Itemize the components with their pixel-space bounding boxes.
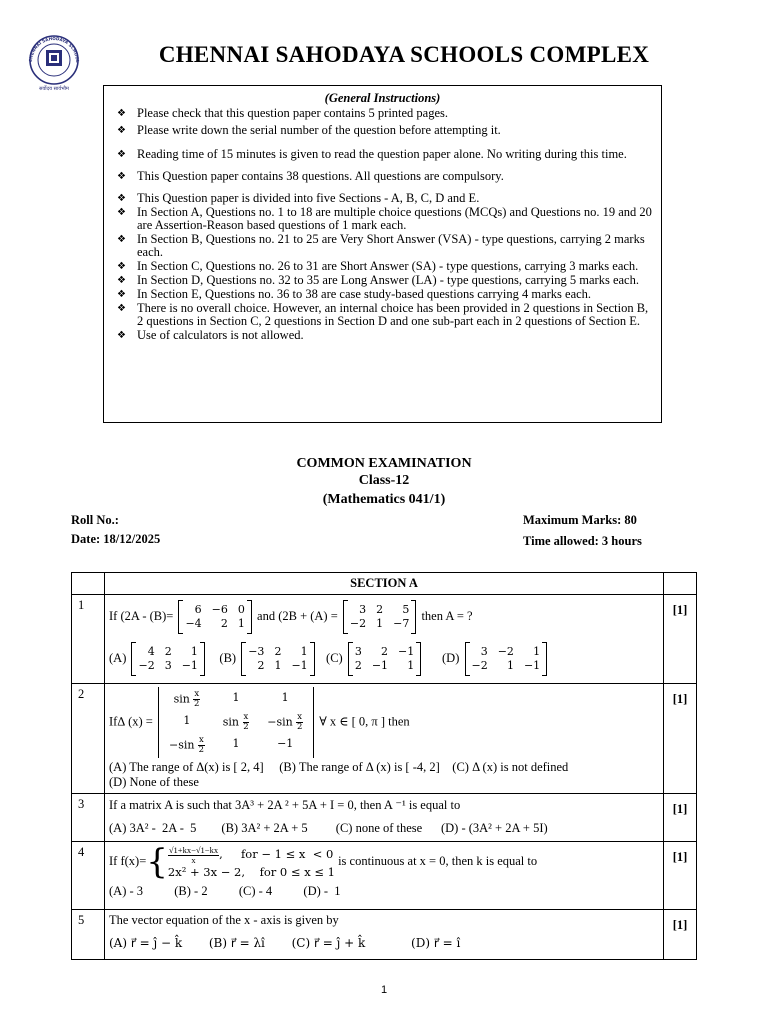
q1-option-d-matrix: 3 −2 1 −2 1 −1 [465, 642, 548, 676]
question-number: 2 [72, 684, 105, 794]
question-marks: [1] [664, 684, 697, 794]
exam-subject: (Mathematics 041/1) [322, 492, 446, 507]
page-number: 1 [380, 984, 388, 996]
question-marks: [1] [664, 794, 697, 842]
instructions-title: (General Instructions) [324, 91, 441, 105]
logo-motto: सर्वोदय सार्वभौम [39, 86, 69, 92]
question-body [105, 910, 664, 960]
list-item: ❖ Please write down the serial number of the question before attempting it. [137, 124, 653, 137]
list-item: ❖ In Section D, Questions no. 32 to 35 are Long Answer (LA) - type questions, carrying 5 marks each. [137, 274, 653, 287]
q1-option-d-label: (D) [442, 650, 460, 665]
list-item: ❖ This Question paper is divided into five Sections - A, B, C, D and E. [137, 192, 653, 205]
q2-options-cont: (D) None of these [109, 775, 199, 789]
q1-option-b-label: (B) [219, 650, 237, 665]
list-item: ❖ This Question paper contains 38 questions. All questions are compulsory. [137, 170, 653, 183]
q2-lead: If∆ (x) = [109, 714, 153, 729]
q2-determinant: sin $\frac{x}{2}$ 1 1 1 sin $\frac{x}{2}$ −sin $\frac{x}{2}$ −sin $\frac{x}{2}$ 1 −1 [158, 687, 314, 758]
table-row [72, 573, 697, 595]
question-body [105, 794, 664, 842]
question-marks: [1] [664, 910, 697, 960]
list-item: ❖ In Section E, Questions no. 36 to 38 are case study-based questions carrying 4 marks each. [137, 288, 653, 301]
list-item: ❖ Please check that this question paper contains 5 printed pages. [137, 107, 653, 120]
section-heading: SECTION A [105, 573, 664, 595]
q1-matrix-1: 6 −6 0 −4 2 1 [178, 600, 251, 634]
question-row-2 [72, 684, 697, 794]
question-row-4 [72, 842, 697, 910]
q3-text: If a matrix A is such that 3A³ + 2A ² + 5A + I = 0, then A ⁻¹ is equal to [109, 798, 461, 812]
list-item: ❖ In Section C, Questions no. 26 to 31 are Short Answer (SA) - type questions, carrying 3 marks each. [137, 260, 653, 273]
question-number: 1 [72, 595, 105, 684]
time-allowed: Time allowed: 3 hours [523, 534, 642, 548]
question-number: 3 [72, 794, 105, 842]
q5-options: (A) r⃗ = ĵ − k̂ (B) r⃗ = λî (C) r⃗ = ĵ + k̂ (D) r⃗ = î [109, 936, 461, 950]
exam-date: Date: 18/12/2025 [71, 532, 161, 546]
q2-options: (A) The range of Δ(x) is [ 2, 4] (B) The range of Δ (x) is [ -4, 2] (C) Δ (x) is not defined [109, 760, 569, 774]
question-marks: [1] [664, 842, 697, 910]
q1-option-a-matrix: 4 2 1 −2 3 −1 [131, 642, 204, 676]
question-body [105, 684, 664, 794]
list-item: ❖ There is no overall choice. However, an internal choice has been provided in 2 questions in Section B, 2 questions in Section C, 2 questions in Section D and one sub-part each in 2 questions of Section E. [137, 302, 653, 328]
list-item: ❖ In Section A, Questions no. 1 to 18 are multiple choice questions (MCQs) and Questions no. 19 and 20 are Assertion-Reason based questions of 1 mark each. [137, 206, 653, 232]
instructions-list [104, 107, 661, 342]
questions-table [71, 572, 697, 960]
list-item: ❖ Use of calculators is not allowed. [137, 329, 653, 342]
q4-lead: If f(x)= [109, 854, 147, 869]
question-body [105, 595, 664, 684]
q2-tail: ∀ x ∈ [ 0, π ] then [319, 714, 410, 729]
exam-class: Class-12 [358, 473, 410, 488]
question-number: 5 [72, 910, 105, 960]
list-item: ❖ In Section B, Questions no. 21 to 25 are Very Short Answer (VSA) - type questions, carrying 2 marks each. [137, 233, 653, 259]
q4-tail: is continuous at x = 0, then k is equal to [338, 854, 538, 869]
q1-tail: then A = ? [421, 608, 473, 623]
question-body [105, 842, 664, 910]
q4-brace: { [146, 842, 168, 883]
q1-option-b-matrix: −3 2 1 2 1 −1 [241, 642, 314, 676]
question-row-1 [72, 595, 697, 684]
question-number: 4 [72, 842, 105, 910]
question-marks: [1] [664, 595, 697, 684]
list-item: ❖ Reading time of 15 minutes is given to read the question paper alone. No writing during this time. [137, 148, 653, 161]
school-name: CHENNAI SAHODAYA SCHOOLS COMPLEX [158, 42, 650, 67]
general-instructions-box [103, 85, 662, 423]
question-row-5 [72, 910, 697, 960]
q1-option-c-matrix: 3 2 −1 2 −1 1 [348, 642, 421, 676]
roll-number-label: Roll No.: [71, 513, 119, 527]
q1-option-c-label: (C) [326, 650, 343, 665]
logo-ring-text: CHENNAI SAHODAYA SCHOOL [27, 35, 81, 63]
maximum-marks: Maximum Marks: 80 [523, 513, 637, 527]
exam-title: COMMON EXAMINATION [296, 456, 472, 471]
q1-lead: If (2A - (B)= [109, 608, 174, 623]
q1-mid: and (2B + (A) = [257, 608, 338, 623]
q3-options: (A) 3A² - 2A - 5 (B) 3A² + 2A + 5 (C) none of these (D) - (3A² + 2A + 5I) [109, 821, 548, 835]
q4-options: (A) - 3 (B) - 2 (C) - 4 (D) - 1 [109, 883, 341, 898]
q1-matrix-2: 3 2 5 −2 1 −7 [343, 600, 416, 634]
q4-piecewise: $\frac{√1+kx-√1-kx}{x}$, for − 1 ≤ x < 0 2x² + 3x − 2, for 0 ≤ x ≤ 1 [167, 844, 335, 879]
question-row-3 [72, 794, 697, 842]
q5-text: The vector equation of the x - axis is given by [109, 913, 339, 927]
q1-option-a-label: (A) [109, 650, 127, 665]
